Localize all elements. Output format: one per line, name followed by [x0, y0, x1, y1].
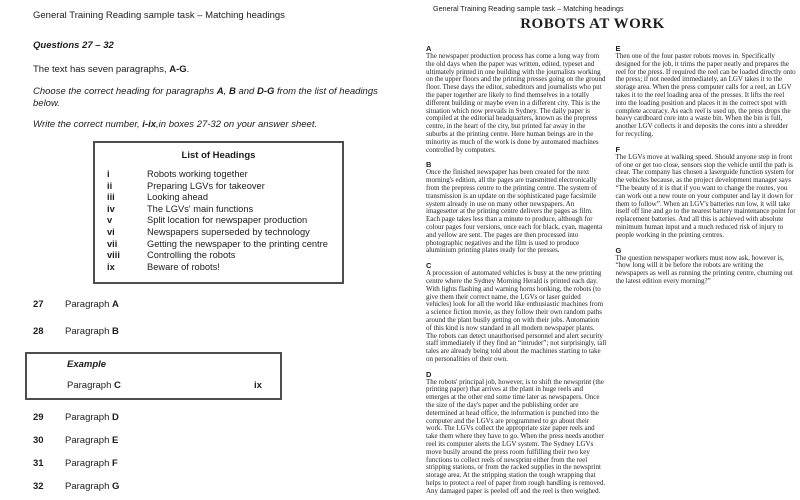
example-row: Paragraph C: [67, 380, 121, 391]
paragraph-label: G: [615, 245, 622, 255]
page-header: General Training Reading sample task – Matching headings: [433, 4, 624, 13]
intro-bold: A-G: [169, 64, 187, 75]
question-number: 28: [33, 326, 44, 337]
heading-numeral: i: [107, 169, 110, 179]
paragraph-label: C: [426, 261, 432, 271]
heading-numeral: ix: [107, 261, 115, 272]
example-box: [25, 352, 282, 400]
paragraph-f: [616, 145, 797, 240]
question-row-27: [33, 299, 119, 310]
question-label: Paragraph D: [65, 412, 119, 423]
paragraph-label: F: [615, 144, 621, 154]
paragraph-text: Then one of the four paster robots moves in. Specifically designed for the job, it trims the paper neatly and prepares the reel for the press. If required the reel can be loaded directly onto the press; if not needed immediately, an LGV takes it to the storage area. When the press computer calls for a reel, an LGV takes it to the reel loading area of the presses. It lifts the reel into the loading position and places it in the correct spot with complete accuracy. As each reel is used up, the press drops the heavy cardboard core into a waste bin. When the bin is full, another LGV collects it and deposits the cores into a shredder for recycling.: [615, 52, 796, 138]
heading-item: [107, 227, 342, 239]
question-label: Paragraph F: [65, 458, 118, 469]
heading-numeral: v: [107, 215, 113, 226]
example-answer: ix: [254, 380, 262, 391]
paragraph-c: [426, 261, 607, 364]
paragraph-letter: E: [112, 435, 119, 446]
intro-line: The text has seven paragraphs, A-G.: [33, 64, 190, 75]
question-label: Paragraph G: [65, 481, 120, 492]
questions-range-title: Questions 27 – 32: [33, 40, 114, 51]
heading-item: [107, 215, 342, 227]
heading-item: [107, 181, 342, 193]
paragraph-text: The LGVs move at walking speed. Should anyone step in front of one or get too close, sensors stop the vehicle until the path is clear. The company has chosen a laserguide function system for the vehicles because, as the project development manager says “The beauty of it is that if you want to change the routes, you can work out a new route on your computer and lay it down for them to follow”. When an LGV's batteries run low, it will take itself off line and go to the nearest battery maintenance point for replacement batteries. And all this is achieved with absolute minimum human input and a much reduced risk of injury to people working in the printing centres.: [615, 152, 796, 239]
article-body: [426, 44, 796, 497]
heading-numeral: vii: [107, 238, 118, 249]
paragraph-label: E: [615, 44, 621, 53]
right-page: [420, 0, 800, 500]
heading-item: [107, 239, 342, 251]
heading-item: [107, 192, 342, 204]
heading-text: Controlling the robots: [147, 250, 236, 261]
page-header: General Training Reading sample task – Matching headings: [33, 10, 285, 21]
headings-list: [107, 169, 342, 273]
heading-numeral: iv: [107, 203, 115, 214]
heading-item: [107, 262, 342, 274]
heading-text: Robots working together: [147, 169, 248, 179]
paragraph-letter: D: [112, 412, 119, 423]
paragraph-text: A procession of automated vehicles is busy at the new printing centre where the Sydney Morning Herald is printed each day. With lights flashing and warning horns honking, the robots (to give them their correct name, the LGVs or laser guided vehicles) look for all the world like enthusiastic machines from a science fiction movie, as they follow their own random paths around the plant busily getting on with their jobs. Automation of this kind is now standard in all modern newspaper plants. The robots can detect unauthorised personnel and alert security staff immediately if they find an “intruder”; not surprisingly, tall tales are already being told about the machines starting to take on personalities of their own.: [426, 269, 607, 363]
heading-item: [107, 204, 342, 216]
paragraph-text: The question newspaper workers must now ask, however is, “how long will it be before the robots are writing the newspapers as well as running the printing centre, churning out the latest edition every morning?”: [615, 253, 793, 285]
question-label: Paragraph A: [65, 299, 119, 310]
paragraph-letter: B: [112, 326, 119, 337]
paragraph-b: [426, 160, 607, 255]
intro-text: The text has seven paragraphs,: [33, 64, 170, 75]
heading-text: Getting the newspaper to the printing centre: [147, 238, 328, 249]
heading-numeral: iii: [107, 192, 115, 203]
question-row-30: [33, 435, 118, 446]
paragraph-text: Once the finished newspaper has been created for the next morning's edition, all the pages are transmitted electronically from the prepress centre to the printing centre. The system of transmission is an update on the sophisticated page facsimile system already in use on many other newspapers. An imagesetter at the printing centre delivers the pages as film. Each page takes less than a minute to produce, although for colour pages four versions, once each for black, cyan, magenta and yellow are sent. The pages are then processed into photographic negatives and the film is used to produce aluminium printing plates ready for the presses.: [426, 168, 603, 255]
choose-instruction: Choose the correct heading for paragraphs A, B and D-G from the list of headings below.: [33, 86, 378, 109]
headings-list-box: [93, 141, 344, 284]
question-number: 31: [33, 458, 44, 469]
paragraph-a: [426, 44, 607, 154]
heading-text: Split location for newspaper production: [147, 215, 308, 226]
paragraph-label: B: [426, 160, 432, 170]
question-number: 30: [33, 435, 44, 446]
question-label: Paragraph E: [65, 435, 119, 446]
question-row-32: [33, 481, 119, 492]
heading-item: [107, 169, 342, 181]
question-number: 32: [33, 481, 44, 492]
headings-box-title: List of Headings: [181, 150, 256, 161]
heading-text: Newspapers superseded by technology: [147, 226, 310, 237]
heading-item: [107, 250, 342, 262]
question-number: 27: [33, 299, 44, 310]
heading-numeral: viii: [107, 250, 120, 261]
paragraph-label: A: [426, 44, 432, 53]
write-instruction: Write the correct number, i-ix,in boxes 27-32 on your answer sheet.: [33, 119, 318, 130]
question-row-28: [33, 326, 119, 337]
heading-text: Beware of robots!: [147, 261, 220, 272]
paragraph-d: [426, 370, 607, 496]
heading-text: Preparing LGVs for takeover: [147, 180, 265, 191]
example-title: Example: [67, 359, 107, 370]
paragraph-letter: F: [112, 458, 118, 469]
question-label: Paragraph B: [65, 326, 119, 337]
paragraph-label: D: [426, 369, 432, 379]
question-number: 29: [33, 412, 44, 423]
heading-numeral: ii: [107, 180, 113, 191]
paragraph-text: The newspaper production process has come a long way from the old days when the paper was written, edited, typeset and ultimately printed in one building with the journalists working on the upper floors and the printing presses going on the ground floor. These days the editor, subeditors and journalists who put the paper together are likely to find themselves in a totally different building or maybe even in a different city. This is the situation which now prevails in Sydney. The daily paper is compiled at the editorial headquarters, known as the prepress centre, in the heart of the city, but printed far away in the suburbs at the printing centre. Here human beings are in the minority as much of the work is done by automated machines controlled by computers.: [426, 52, 606, 154]
article-title: ROBOTS AT WORK: [520, 16, 665, 32]
heading-numeral: vi: [107, 226, 115, 237]
paragraph-letter: G: [112, 481, 120, 492]
heading-text: Looking ahead: [147, 192, 209, 203]
paragraph-e: [616, 44, 797, 139]
paragraph-letter: C: [114, 380, 121, 391]
paragraph-letter: A: [112, 299, 119, 310]
heading-text: The LGVs' main functions: [147, 203, 254, 214]
paragraph-text: The robots' principal job, however, is to shift the newsprint (the printing paper) that arrives at the plant in huge reels and emerges at the other end some time later as newspapers. Once the size of the day's paper and the publishing order are determined at head office, the information is punched into the computer and the LGVs are programmed to go about their work. The LGVs collect the appropriate size paper reels and take them where they have to go. When the press needs another reel its computer alerts the LGV system. The Sydney LGVs move busily around the press room fulfilling their two key functions to collect reels of newsprint either from the reel stripping stations, or from the racked supplies in the newsprint storage area. At the stripping station the tough wrapping that helps to protect a reel of paper from rough handling is removed. Any damaged paper is peeled off and the reel is then weighed.: [426, 377, 606, 495]
paragraph-g: [616, 246, 797, 286]
question-row-31: [33, 458, 118, 469]
question-row-29: [33, 412, 119, 423]
